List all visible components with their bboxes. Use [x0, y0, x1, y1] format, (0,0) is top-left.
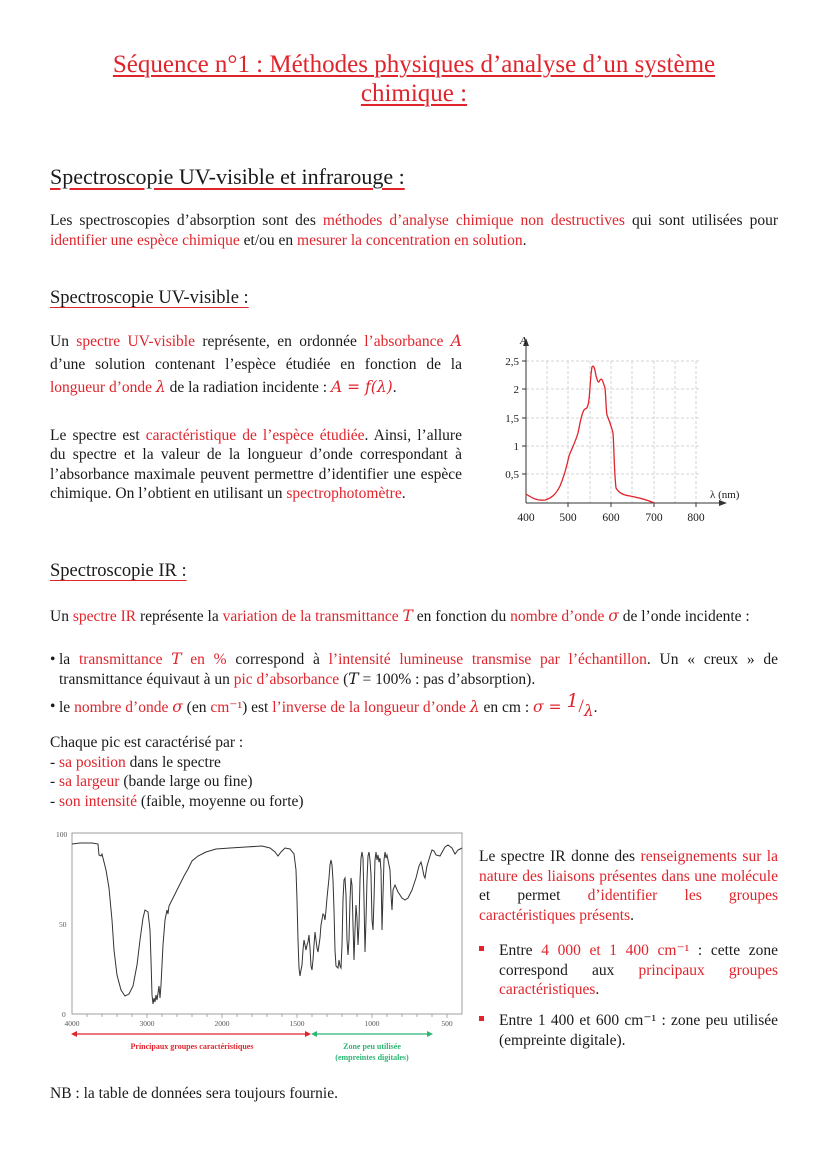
text: (faible, moyenne ou forte) [136, 792, 304, 810]
square-bullet-icon [479, 1011, 499, 1050]
text: . [595, 981, 600, 998]
ir-x-tick-labels [65, 1019, 453, 1028]
ir-plot-frame [72, 833, 462, 1014]
x-tick: 1000 [364, 1019, 380, 1028]
ir-side-paragraph [479, 847, 778, 925]
text: représente, en ordonnée [195, 333, 365, 350]
formula-denominator: λ [583, 702, 594, 720]
text: et permet [479, 887, 588, 904]
bullet-icon: • [50, 698, 56, 715]
text: en fonction du [412, 608, 511, 625]
ir-zone-arrow-main [71, 1031, 311, 1051]
text: . [593, 699, 598, 716]
zone-label-fingerprint-1: Zone peu utilisée [343, 1042, 401, 1051]
y-tick: 1 [513, 441, 519, 453]
formula-slash: / [578, 696, 584, 717]
text: . [392, 379, 397, 396]
ir-spectrum-chart [45, 825, 470, 1070]
x-tick: 2000 [214, 1019, 230, 1028]
y-tick: 100 [56, 830, 68, 839]
math-symbol: T [348, 669, 359, 688]
uv-y-axis-label: A [520, 335, 527, 347]
text: dans le spectre [125, 753, 221, 771]
y-tick: 0 [62, 1010, 66, 1019]
highlight: l’intensité lumineuse transmise par l’échantillon [328, 651, 647, 668]
ir-y-tick-labels [56, 830, 68, 1019]
intro-text: Les spectroscopies d’absorption sont des [50, 212, 323, 229]
text: la [59, 651, 79, 668]
section-heading-main: Spectroscopie UV-visible et infrarouge : [50, 164, 405, 189]
formula: σ = [533, 698, 567, 716]
peak-item: - son intensité (faible, moyenne ou forte) [50, 792, 304, 810]
intro-paragraph [50, 211, 778, 250]
highlight: sa largeur [59, 773, 120, 790]
intro-text: et/ou en [239, 231, 298, 249]
math-symbol: A [450, 332, 462, 350]
text: = 100% : pas d’absorption). [358, 670, 536, 688]
text: de la radiation incidente : [165, 379, 331, 396]
y-tick: 0,5 [505, 469, 519, 481]
math-symbol: λ [469, 698, 480, 716]
highlight: son intensité [59, 792, 137, 810]
math-symbol: T [402, 607, 413, 625]
text: correspond à [226, 651, 329, 668]
zone-label-fingerprint-2: (empreintes digitales) [335, 1053, 409, 1062]
square-bullet-icon [479, 941, 499, 1000]
ir-bullet-1 [50, 650, 778, 689]
y-tick: 1,5 [505, 413, 519, 425]
ir-side-item-1 [479, 941, 778, 1000]
highlight: l’inverse de la longueur d’onde [272, 699, 470, 716]
highlight: l’absorbance [364, 333, 451, 350]
zone-label-main: Principaux groupes caractéristiques [130, 1042, 254, 1051]
ir-side-item-2 [479, 1011, 778, 1050]
ir-zone-arrow-fingerprint [311, 1031, 433, 1062]
text: Entre [499, 942, 542, 959]
intro-text: qui sont utilisées pour [624, 212, 778, 229]
section-heading-uv: Spectroscopie UV-visible : [50, 288, 249, 308]
y-tick: 2 [513, 384, 519, 396]
ir-paragraph-1 [50, 607, 778, 627]
section-heading-ir: Spectroscopie IR : [50, 561, 187, 581]
ir-side-item-1-text [499, 941, 778, 1000]
x-tick: 700 [645, 512, 663, 524]
highlight: longueur d’onde [50, 379, 156, 396]
x-tick: 4000 [64, 1019, 80, 1028]
uv-paragraph-1 [50, 330, 462, 399]
highlight: renseignements sur la nature des liaisons présentes dans une molécule [479, 848, 778, 885]
x-tick: 600 [602, 512, 620, 524]
text: représente la [136, 608, 223, 625]
highlight: spectre UV-visible [76, 333, 195, 350]
text: Le spectre est [50, 427, 146, 444]
page-title-line1: Séquence n°1 : Méthodes physiques d’analyse d’un système [112, 51, 716, 78]
bullet-icon: • [50, 651, 56, 668]
text: Un [50, 608, 73, 625]
y-tick: 2,5 [505, 356, 519, 368]
x-tick: 500 [559, 512, 577, 524]
text: (bande large ou fine) [119, 773, 253, 790]
highlight: cm⁻¹ [210, 699, 243, 716]
highlight: spectrophotomètre [286, 484, 402, 502]
y-tick: 50 [59, 920, 67, 929]
highlight: d’identifier les groupes caractéristiques présents [479, 887, 778, 924]
highlight: nombre d’onde [74, 699, 173, 716]
uv-paragraph-2 [50, 426, 462, 503]
highlight: variation de la transmittance [222, 608, 403, 625]
x-tick: 3000 [139, 1019, 155, 1028]
text: ) est [242, 699, 273, 716]
intro-highlight: identifier une espèce chimique [50, 231, 240, 249]
ir-bullet-2 [50, 690, 778, 720]
highlight: en % [181, 651, 227, 668]
text: . Un « creux » de transmittance équivaut à un [59, 651, 779, 688]
math-symbol: σ [172, 698, 183, 716]
peak-intro: Chaque pic est caractérisé par : [50, 734, 244, 751]
ir-bullet-2-text [59, 690, 598, 720]
text: de l’onde incidente : [618, 608, 750, 625]
formula: A = f(λ) [331, 378, 393, 396]
ir-side-item-2-text: Entre 1 400 et 600 cm⁻¹ : zone peu utilisée (empreinte digitale). [499, 1012, 778, 1049]
uv-x-axis-label: λ (nm) [710, 489, 740, 501]
intro-text: . [522, 231, 527, 249]
text: le [59, 699, 75, 716]
math-symbol: λ [155, 378, 166, 396]
intro-highlight: méthodes d’analyse chimique non destructives [322, 212, 625, 229]
text: (en [182, 699, 211, 716]
math-symbol: T [171, 650, 182, 668]
page-title [40, 50, 788, 108]
uv-spectrum-chart [490, 325, 760, 530]
text: : cette zone correspond aux [499, 942, 778, 979]
highlight: principaux groupes caractéristiques [499, 961, 779, 998]
uv-y-tick-labels [505, 356, 519, 481]
highlight: spectre IR [72, 608, 137, 625]
ir-transmittance-curve [72, 843, 462, 1004]
text: . [401, 484, 406, 502]
ir-x-minor-ticks [87, 1014, 447, 1018]
text: ( [339, 670, 349, 688]
x-tick: 1500 [289, 1019, 305, 1028]
highlight: transmittance [78, 651, 172, 668]
text: . Ainsi, l’allure du spectre et la valeur de la longueur d’onde correspondant à l’absorbance maximale peuvent permettre d’identifier une espèce chimique. On l’obtient en utilisant un [50, 427, 462, 502]
formula-numerator: 1 [566, 690, 579, 712]
highlight: caractéristique de l’espèce étudiée [145, 427, 365, 444]
page-title-line2: chimique : [360, 80, 468, 107]
x-tick: 400 [517, 512, 535, 524]
highlight: nombre d’onde [510, 608, 609, 625]
math-symbol: σ [608, 607, 619, 625]
text: Un [50, 333, 77, 350]
highlight: pic d’absorbance [233, 670, 340, 688]
peak-characteristics [50, 733, 450, 811]
text: Le spectre IR donne des [479, 848, 641, 865]
highlight: sa position [59, 753, 126, 771]
uv-x-tick-labels [517, 512, 705, 524]
x-tick: 500 [441, 1019, 453, 1028]
text: en cm : [479, 699, 534, 716]
peak-item: - sa largeur (bande large ou fine) [50, 773, 253, 790]
nb-note: NB : la table de données sera toujours fournie. [50, 1085, 338, 1102]
text: . [630, 906, 634, 924]
text: d’une solution contenant l’espèce étudiée en fonction de la [50, 356, 462, 373]
intro-highlight: mesurer la concentration en solution [297, 231, 523, 249]
ir-bullet-1-text [59, 650, 778, 689]
x-tick: 800 [687, 512, 705, 524]
highlight: 4 000 et 1 400 cm⁻¹ [541, 942, 690, 959]
peak-item: - sa position dans le spectre [50, 753, 221, 771]
